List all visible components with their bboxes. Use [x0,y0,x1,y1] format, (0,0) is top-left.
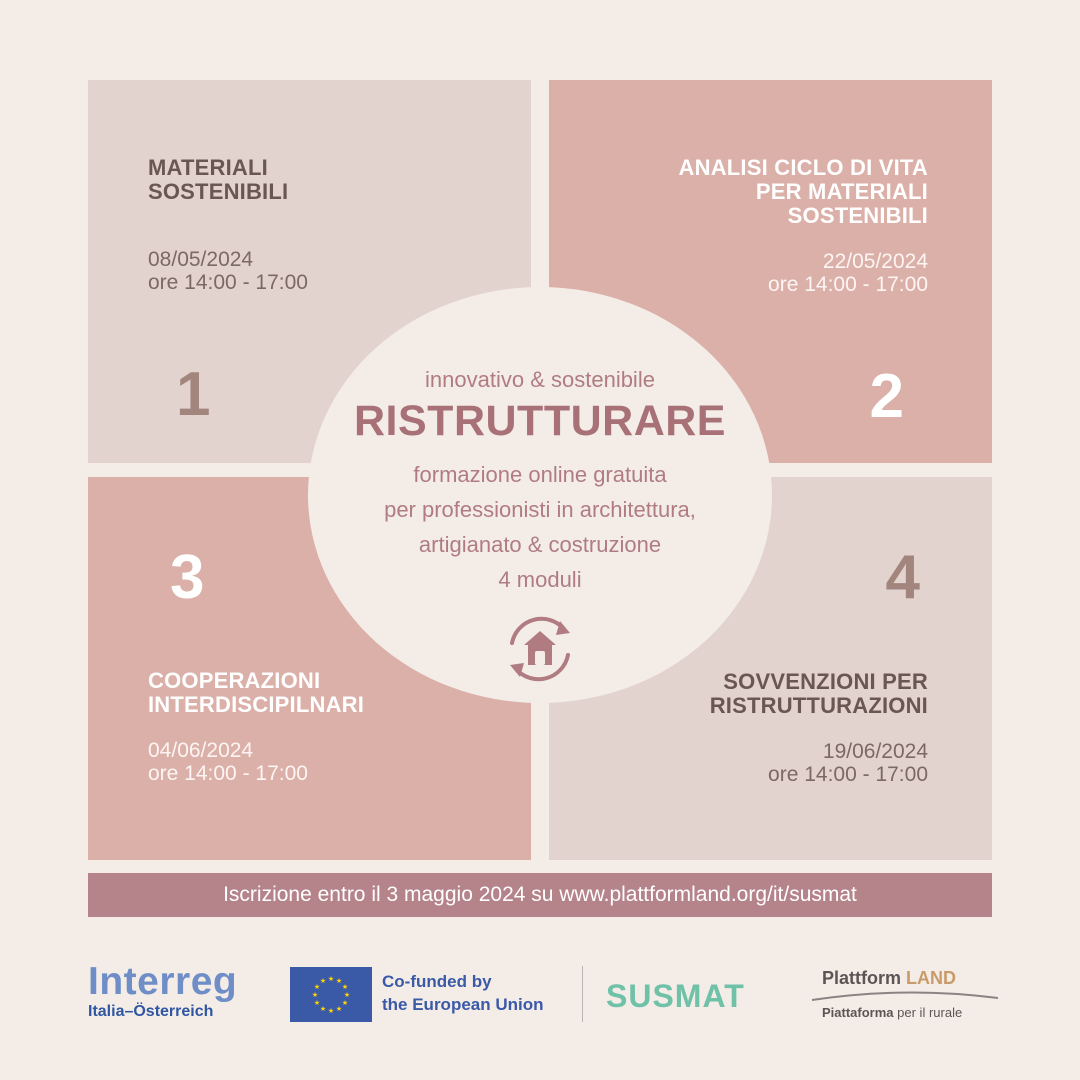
svg-text:★: ★ [313,999,321,1007]
module-3-title: COOPERAZIONI INTERDISCIPILNARI [148,668,365,717]
registration-banner: Iscrizione entro il 3 maggio 2024 su www.plattformland.org/it/susmat [88,873,992,917]
eu-flag-icon [290,967,372,1022]
svg-text:★: ★ [341,999,349,1007]
module-3-date: 04/06/2024 [148,739,254,762]
module-3-number: 3 [170,543,205,612]
main-title: RISTRUTTURARE [354,397,726,445]
module-4-date: 19/06/2024 [822,740,928,763]
svg-text:★: ★ [335,977,343,985]
module-1-date: 08/05/2024 [148,248,254,271]
interreg-wordmark: Interreg [88,960,238,1003]
module-4-number: 4 [885,543,920,612]
footer-divider [582,966,583,1022]
module-1-number: 1 [176,360,211,429]
module-4-title: SOVVENZIONI PER RISTRUTTURAZIONI [709,669,928,718]
interreg-logo [88,962,237,1022]
swoosh-icon [810,988,1000,1004]
eu-cofunded-text: Co-funded by the European Union [382,972,544,1014]
svg-text:★: ★ [327,975,335,983]
center-circle [308,287,772,703]
module-3-time: ore 14:00 - 17:00 [148,762,308,785]
svg-text:★: ★ [313,983,321,991]
module-1-time: ore 14:00 - 17:00 [148,271,308,294]
module-2-date: 22/05/2024 [822,250,928,273]
module-1-title: MATERIALI SOSTENIBILI [148,155,289,204]
description: formazione online gratuita per professionisti in architettura, artigianato & costruzione 4 moduli [384,462,696,592]
house-cycle-icon [500,609,580,689]
svg-text:★: ★ [319,1005,327,1013]
svg-text:★: ★ [335,1005,343,1013]
module-4-time: ore 14:00 - 17:00 [768,763,928,786]
module-2-title: ANALISI CICLO DI VITA PER MATERIALI SOSTENIBILI [678,155,928,228]
module-2-number: 2 [869,362,904,431]
svg-text:★: ★ [343,991,351,999]
module-2-time: ore 14:00 - 17:00 [768,273,928,296]
svg-text:★: ★ [327,1007,335,1015]
svg-text:★: ★ [311,991,319,999]
plattform-subtitle: Piattaforma per il rurale [822,1005,963,1020]
interreg-region: Italia–Österreich [88,1003,214,1020]
svg-text:★: ★ [341,983,349,991]
susmat-logo: SUSMAT [606,978,745,1014]
plattform-land-logo [810,966,1000,1026]
svg-text:★: ★ [319,977,327,985]
plattform-name: Plattform LAND [822,968,957,988]
tagline: innovativo & sostenibile [425,367,655,392]
